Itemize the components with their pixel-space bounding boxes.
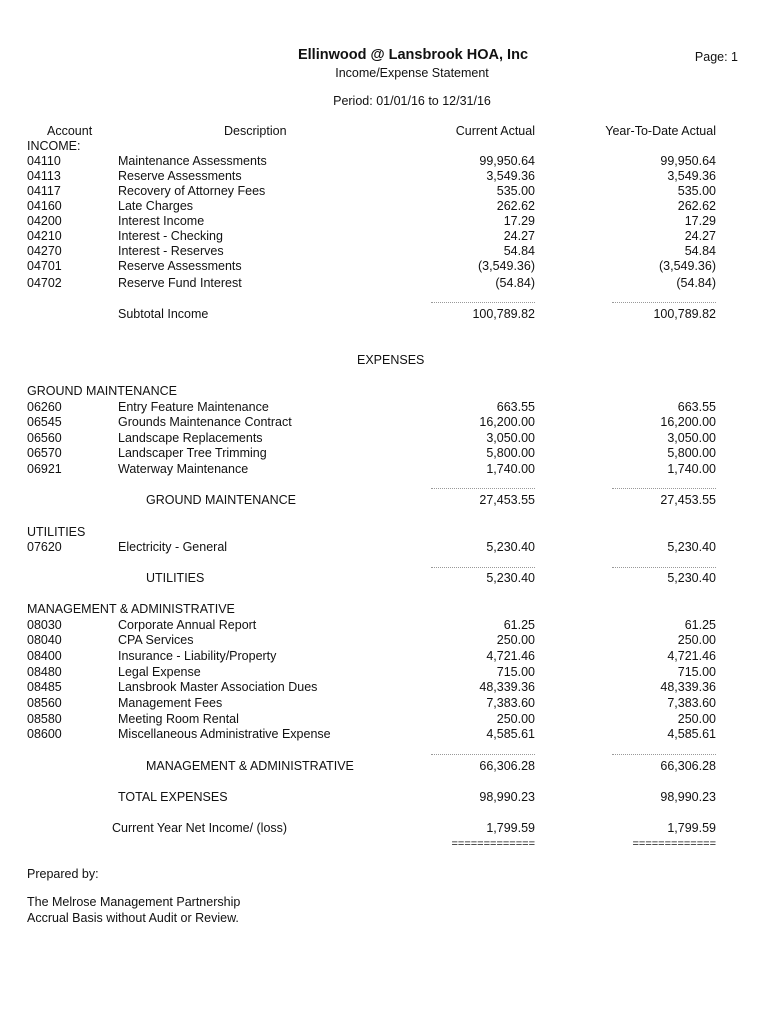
account-description: Legal Expense [118, 665, 201, 679]
account-number: 08560 [27, 696, 62, 710]
account-number: 04701 [27, 259, 62, 273]
current-amount: 663.55 [496, 400, 535, 414]
ytd-amount: 1,740.00 [667, 462, 716, 476]
ytd-amount: 61.25 [684, 618, 716, 632]
current-amount: 7,383.60 [486, 696, 535, 710]
current-amount: 24.27 [503, 229, 535, 243]
current-amount: (54.84) [495, 276, 535, 290]
group-total-ytd: 5,230.40 [667, 571, 716, 585]
account-number: 08040 [27, 633, 62, 647]
group-total-label-management: MANAGEMENT & ADMINISTRATIVE [146, 759, 354, 773]
group-total-ytd: 27,453.55 [660, 493, 716, 507]
current-amount: 4,585.61 [486, 727, 535, 741]
column-header-description: Description [224, 124, 287, 138]
group-heading-management: MANAGEMENT & ADMINISTRATIVE [27, 602, 235, 616]
account-number: 04160 [27, 199, 62, 213]
account-number: 06560 [27, 431, 62, 445]
subtotal-income-label: Subtotal Income [118, 307, 209, 321]
current-amount: 3,050.00 [486, 431, 535, 445]
income-heading: INCOME: [27, 139, 81, 153]
account-number: 06260 [27, 400, 62, 414]
account-number: 04200 [27, 214, 62, 228]
current-amount: 715.00 [496, 665, 535, 679]
subtotal-rule-current [431, 302, 535, 303]
group-heading-utilities: UTILITIES [27, 525, 86, 539]
account-description: Meeting Room Rental [118, 712, 239, 726]
account-description: Management Fees [118, 696, 223, 710]
group-total-rule-current [431, 488, 535, 489]
current-amount: 262.62 [496, 199, 535, 213]
account-description: Maintenance Assessments [118, 154, 267, 168]
ytd-amount: 99,950.64 [660, 154, 716, 168]
account-description: Grounds Maintenance Contract [118, 415, 292, 429]
current-amount: 17.29 [503, 214, 535, 228]
column-header-ytd: Year-To-Date Actual [605, 124, 716, 138]
current-amount: 250.00 [496, 712, 535, 726]
account-number: 08600 [27, 727, 62, 741]
ytd-amount: 4,721.46 [667, 649, 716, 663]
net-income-ytd: 1,799.59 [667, 821, 716, 835]
account-number: 08030 [27, 618, 62, 632]
ytd-amount: 250.00 [677, 633, 716, 647]
ytd-amount: 535.00 [677, 184, 716, 198]
ytd-amount: 48,339.36 [660, 680, 716, 694]
current-amount: 1,740.00 [486, 462, 535, 476]
account-number: 04270 [27, 244, 62, 258]
account-description: Corporate Annual Report [118, 618, 257, 632]
double-rule-current: ============= [451, 838, 535, 850]
current-amount: 61.25 [503, 618, 535, 632]
total-expenses-label: TOTAL EXPENSES [118, 790, 228, 804]
ytd-amount: (54.84) [676, 276, 716, 290]
account-number: 08485 [27, 680, 62, 694]
group-total-current: 27,453.55 [479, 493, 535, 507]
current-amount: (3,549.36) [478, 259, 535, 273]
current-amount: 250.00 [496, 633, 535, 647]
column-header-account: Account [47, 124, 93, 138]
subtotal-rule-ytd [612, 302, 716, 303]
group-total-rule-current [431, 567, 535, 568]
account-number: 06921 [27, 462, 62, 476]
period-label: Period: 01/01/16 to 12/31/16 [333, 94, 491, 108]
account-description: Reserve Fund Interest [118, 276, 242, 290]
page-number: Page: 1 [694, 50, 738, 64]
ytd-amount: 663.55 [677, 400, 716, 414]
account-number: 06570 [27, 446, 62, 460]
account-number: 04210 [27, 229, 62, 243]
account-description: Miscellaneous Administrative Expense [118, 727, 331, 741]
ytd-amount: 54.84 [684, 244, 716, 258]
account-description: Waterway Maintenance [118, 462, 249, 476]
ytd-amount: 250.00 [677, 712, 716, 726]
prepared-by-label: Prepared by: [27, 867, 99, 881]
account-description: Entry Feature Maintenance [118, 400, 269, 414]
current-amount: 16,200.00 [479, 415, 535, 429]
account-description: Reserve Assessments [118, 169, 242, 183]
account-description: Interest Income [118, 214, 205, 228]
account-description: Recovery of Attorney Fees [118, 184, 266, 198]
group-total-rule-current [431, 754, 535, 755]
company-title: Ellinwood @ Lansbrook HOA, Inc [297, 47, 529, 63]
ytd-amount: (3,549.36) [659, 259, 716, 273]
account-description: Electricity - General [118, 540, 228, 554]
account-number: 06545 [27, 415, 62, 429]
group-heading-ground-maintenance: GROUND MAINTENANCE [27, 384, 178, 398]
group-total-rule-ytd [612, 567, 716, 568]
group-total-rule-ytd [612, 754, 716, 755]
ytd-amount: 3,050.00 [667, 431, 716, 445]
account-description: Interest - Checking [118, 229, 223, 243]
statement-title: Income/Expense Statement [335, 66, 489, 80]
account-number: 08480 [27, 665, 62, 679]
current-amount: 535.00 [496, 184, 535, 198]
current-amount: 48,339.36 [479, 680, 535, 694]
total-expenses-current: 98,990.23 [479, 790, 535, 804]
ytd-amount: 7,383.60 [667, 696, 716, 710]
group-total-ytd: 66,306.28 [660, 759, 716, 773]
current-amount: 5,230.40 [486, 540, 535, 554]
net-income-label: Current Year Net Income/ (loss) [112, 821, 288, 835]
ytd-amount: 5,230.40 [667, 540, 716, 554]
current-amount: 4,721.46 [486, 649, 535, 663]
account-number: 04117 [27, 184, 61, 198]
total-expenses-ytd: 98,990.23 [660, 790, 716, 804]
ytd-amount: 16,200.00 [660, 415, 716, 429]
net-income-current: 1,799.59 [486, 821, 535, 835]
account-description: Insurance - Liability/Property [118, 649, 277, 663]
account-description: Landscape Replacements [118, 431, 263, 445]
account-number: 04110 [27, 154, 61, 168]
group-total-rule-ytd [612, 488, 716, 489]
ytd-amount: 715.00 [677, 665, 716, 679]
account-number: 08580 [27, 712, 62, 726]
expenses-heading: EXPENSES [357, 353, 425, 367]
ytd-amount: 4,585.61 [667, 727, 716, 741]
current-amount: 5,800.00 [486, 446, 535, 460]
account-description: CPA Services [118, 633, 194, 647]
account-number: 08400 [27, 649, 62, 663]
ytd-amount: 17.29 [684, 214, 716, 228]
accounting-basis-note: Accrual Basis without Audit or Review. [27, 911, 239, 925]
column-header-current: Current Actual [455, 124, 535, 138]
account-number: 04702 [27, 276, 62, 290]
account-description: Reserve Assessments [118, 259, 242, 273]
ytd-amount: 262.62 [677, 199, 716, 213]
management-company: The Melrose Management Partnership [27, 895, 241, 909]
account-description: Interest - Reserves [118, 244, 224, 258]
subtotal-income-current: 100,789.82 [472, 307, 535, 321]
account-number: 07620 [27, 540, 62, 554]
group-total-label-utilities: UTILITIES [146, 571, 205, 585]
ytd-amount: 5,800.00 [667, 446, 716, 460]
group-total-current: 5,230.40 [486, 571, 535, 585]
account-description: Lansbrook Master Association Dues [118, 680, 318, 694]
account-number: 04113 [27, 169, 61, 183]
current-amount: 3,549.36 [486, 169, 535, 183]
current-amount: 54.84 [503, 244, 535, 258]
ytd-amount: 3,549.36 [667, 169, 716, 183]
account-description: Late Charges [118, 199, 194, 213]
double-rule-ytd: ============= [632, 838, 716, 850]
ytd-amount: 24.27 [684, 229, 716, 243]
group-total-current: 66,306.28 [479, 759, 535, 773]
account-description: Landscaper Tree Trimming [118, 446, 267, 460]
subtotal-income-ytd: 100,789.82 [653, 307, 716, 321]
group-total-label-ground-maintenance: GROUND MAINTENANCE [146, 493, 297, 507]
current-amount: 99,950.64 [479, 154, 535, 168]
